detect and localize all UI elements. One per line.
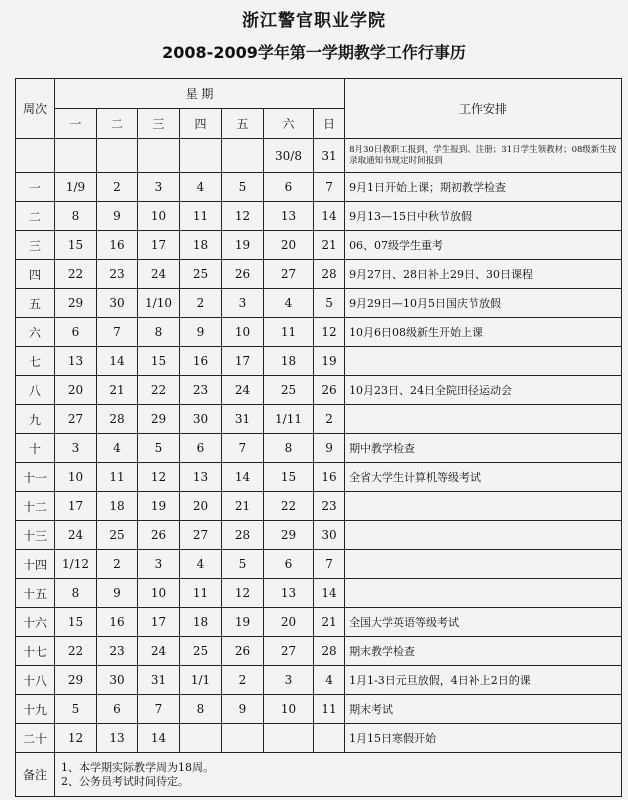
- date-cell: 30: [180, 405, 222, 434]
- date-cell: 21: [314, 231, 345, 260]
- date-cell: 15: [264, 463, 314, 492]
- date-cell: 6: [97, 695, 138, 724]
- date-cell: 24: [55, 521, 97, 550]
- date-cell: 27: [264, 260, 314, 289]
- plan-cell: 10月6日08级新生开始上课: [345, 318, 622, 347]
- week-cell: 十三: [16, 521, 55, 550]
- date-cell: 4: [264, 289, 314, 318]
- date-cell: 18: [180, 231, 222, 260]
- date-cell: 12: [55, 724, 97, 753]
- table-row: [16, 434, 622, 463]
- date-cell: 13: [264, 202, 314, 231]
- date-cell: 12: [314, 318, 345, 347]
- date-cell: 3: [138, 550, 180, 579]
- date-cell: 11: [180, 579, 222, 608]
- date-cell: 14: [97, 347, 138, 376]
- plan-cell: 全省大学生计算机等级考试: [345, 463, 622, 492]
- date-cell: 19: [222, 608, 264, 637]
- date-cell: 2: [97, 173, 138, 202]
- date-cell: 1/9: [55, 173, 97, 202]
- date-cell: 14: [314, 579, 345, 608]
- week-cell: 二十: [16, 724, 55, 753]
- date-cell: 4: [180, 173, 222, 202]
- table-row: [16, 608, 622, 637]
- date-cell: 17: [55, 492, 97, 521]
- date-cell: 12: [222, 579, 264, 608]
- note-line: 2、公务员考试时间待定。: [61, 774, 189, 788]
- date-cell: 13: [180, 463, 222, 492]
- week-cell: 十八: [16, 666, 55, 695]
- date-cell: 10: [138, 579, 180, 608]
- date-cell: 29: [264, 521, 314, 550]
- date-cell: 3: [222, 289, 264, 318]
- date-cell: 10: [138, 202, 180, 231]
- header-plan: 工作安排: [345, 79, 622, 139]
- week-cell: 八: [16, 376, 55, 405]
- week-cell: [16, 139, 55, 173]
- week-cell: 十七: [16, 637, 55, 666]
- plan-cell: 8月30日教职工报到，学生报到、注册；31日学生领教材；08级新生按录取通知书规定时间报到: [345, 139, 622, 173]
- date-cell: [97, 139, 138, 173]
- notes-label: 备注: [16, 753, 55, 797]
- date-cell: 9: [314, 434, 345, 463]
- date-cell: 31: [138, 666, 180, 695]
- week-cell: 四: [16, 260, 55, 289]
- date-cell: 22: [138, 376, 180, 405]
- table-row: [16, 492, 622, 521]
- plan-cell: [345, 550, 622, 579]
- date-cell: 22: [55, 260, 97, 289]
- date-cell: [138, 139, 180, 173]
- date-cell: 18: [180, 608, 222, 637]
- date-cell: 5: [222, 173, 264, 202]
- plan-cell: [345, 405, 622, 434]
- date-cell: 29: [138, 405, 180, 434]
- date-cell: 5: [222, 550, 264, 579]
- date-cell: 1/11: [264, 405, 314, 434]
- date-cell: 8: [138, 318, 180, 347]
- header-day: 四: [180, 109, 222, 139]
- date-cell: 9: [180, 318, 222, 347]
- date-cell: 23: [97, 637, 138, 666]
- date-cell: 4: [180, 550, 222, 579]
- date-cell: 30: [314, 521, 345, 550]
- date-cell: 21: [222, 492, 264, 521]
- date-cell: 25: [97, 521, 138, 550]
- date-cell: 20: [264, 231, 314, 260]
- date-cell: 12: [138, 463, 180, 492]
- table-row: [16, 521, 622, 550]
- table-row: [16, 579, 622, 608]
- week-cell: 十: [16, 434, 55, 463]
- date-cell: 15: [55, 231, 97, 260]
- date-cell: [264, 724, 314, 753]
- date-cell: 23: [97, 260, 138, 289]
- week-cell: 十九: [16, 695, 55, 724]
- date-cell: 1/10: [138, 289, 180, 318]
- date-cell: 26: [222, 260, 264, 289]
- calendar-table: [15, 78, 622, 797]
- calendar-title: 2008-2009学年第一学期教学工作行事历: [162, 43, 466, 62]
- date-cell: 25: [180, 260, 222, 289]
- week-cell: 十二: [16, 492, 55, 521]
- week-cell: 十六: [16, 608, 55, 637]
- date-cell: 3: [264, 666, 314, 695]
- date-cell: 16: [97, 231, 138, 260]
- date-cell: 4: [97, 434, 138, 463]
- table-row: [16, 724, 622, 753]
- date-cell: 3: [138, 173, 180, 202]
- header-day: 三: [138, 109, 180, 139]
- date-cell: 22: [264, 492, 314, 521]
- date-cell: 2: [97, 550, 138, 579]
- table-row: [16, 202, 622, 231]
- date-cell: 15: [138, 347, 180, 376]
- date-cell: 3: [55, 434, 97, 463]
- week-cell: 五: [16, 289, 55, 318]
- date-cell: 29: [55, 666, 97, 695]
- table-row: [16, 289, 622, 318]
- plan-cell: 期中教学检查: [345, 434, 622, 463]
- date-cell: 14: [222, 463, 264, 492]
- date-cell: 11: [97, 463, 138, 492]
- note-line: 1、本学期实际教学周为18周。: [61, 760, 214, 774]
- plan-cell: [345, 579, 622, 608]
- date-cell: 25: [264, 376, 314, 405]
- date-cell: [314, 724, 345, 753]
- date-cell: 27: [264, 637, 314, 666]
- date-cell: 24: [138, 260, 180, 289]
- plan-cell: 9月13—15日中秋节放假: [345, 202, 622, 231]
- header-day: 一: [55, 109, 97, 139]
- table-row: [16, 550, 622, 579]
- date-cell: 13: [97, 724, 138, 753]
- date-cell: 26: [314, 376, 345, 405]
- date-cell: 31: [222, 405, 264, 434]
- date-cell: 23: [180, 376, 222, 405]
- plan-cell: 期末教学检查: [345, 637, 622, 666]
- date-cell: 30/8: [264, 139, 314, 173]
- plan-cell: 1月1-3日元旦放假，4日补上2日的课: [345, 666, 622, 695]
- date-cell: 14: [138, 724, 180, 753]
- date-cell: 24: [138, 637, 180, 666]
- date-cell: 16: [314, 463, 345, 492]
- date-cell: 28: [314, 260, 345, 289]
- date-cell: 28: [222, 521, 264, 550]
- date-cell: 1/12: [55, 550, 97, 579]
- date-cell: [55, 139, 97, 173]
- date-cell: 10: [264, 695, 314, 724]
- date-cell: [222, 724, 264, 753]
- date-cell: 26: [222, 637, 264, 666]
- header-weekday-group: 星 期: [55, 79, 345, 109]
- table-row: [16, 173, 622, 202]
- date-cell: 11: [180, 202, 222, 231]
- date-cell: 13: [55, 347, 97, 376]
- date-cell: 5: [314, 289, 345, 318]
- date-cell: 17: [222, 347, 264, 376]
- header-week: 周次: [16, 79, 55, 139]
- date-cell: 20: [264, 608, 314, 637]
- plan-cell: 全国大学英语等级考试: [345, 608, 622, 637]
- table-row: [16, 376, 622, 405]
- date-cell: 19: [314, 347, 345, 376]
- date-cell: 7: [314, 550, 345, 579]
- week-cell: 十四: [16, 550, 55, 579]
- date-cell: 7: [138, 695, 180, 724]
- date-cell: 15: [55, 608, 97, 637]
- date-cell: 30: [97, 289, 138, 318]
- plan-cell: 9月27日、28日补上29日、30日课程: [345, 260, 622, 289]
- date-cell: 22: [55, 637, 97, 666]
- date-cell: 14: [314, 202, 345, 231]
- date-cell: 7: [222, 434, 264, 463]
- week-cell: 三: [16, 231, 55, 260]
- date-cell: 28: [314, 637, 345, 666]
- table-row: [16, 231, 622, 260]
- plan-cell: [345, 492, 622, 521]
- date-cell: 16: [180, 347, 222, 376]
- date-cell: 17: [138, 608, 180, 637]
- date-cell: 6: [180, 434, 222, 463]
- date-cell: 10: [55, 463, 97, 492]
- date-cell: 8: [55, 579, 97, 608]
- plan-cell: 1月15日寒假开始: [345, 724, 622, 753]
- school-name: 浙江警官职业学院: [242, 11, 386, 31]
- date-cell: 27: [55, 405, 97, 434]
- date-cell: [222, 139, 264, 173]
- date-cell: 23: [314, 492, 345, 521]
- date-cell: 28: [97, 405, 138, 434]
- plan-cell: [345, 521, 622, 550]
- date-cell: 21: [97, 376, 138, 405]
- plan-cell: 9月1日开始上课；期初教学检查: [345, 173, 622, 202]
- date-cell: 7: [97, 318, 138, 347]
- date-cell: 6: [55, 318, 97, 347]
- date-cell: 12: [222, 202, 264, 231]
- header-day: 六: [264, 109, 314, 139]
- date-cell: 19: [138, 492, 180, 521]
- date-cell: 18: [264, 347, 314, 376]
- date-cell: 13: [264, 579, 314, 608]
- notes-text: [55, 753, 622, 797]
- date-cell: 17: [138, 231, 180, 260]
- date-cell: 24: [222, 376, 264, 405]
- date-cell: 2: [314, 405, 345, 434]
- week-cell: 九: [16, 405, 55, 434]
- week-cell: 二: [16, 202, 55, 231]
- table-row: [16, 139, 622, 173]
- date-cell: 21: [314, 608, 345, 637]
- date-cell: 5: [55, 695, 97, 724]
- table-row: [16, 260, 622, 289]
- week-cell: 十五: [16, 579, 55, 608]
- week-cell: 七: [16, 347, 55, 376]
- date-cell: 9: [97, 579, 138, 608]
- header-day: 二: [97, 109, 138, 139]
- date-cell: 2: [180, 289, 222, 318]
- date-cell: 11: [314, 695, 345, 724]
- date-cell: 7: [314, 173, 345, 202]
- table-row: [16, 347, 622, 376]
- week-cell: 六: [16, 318, 55, 347]
- date-cell: 31: [314, 139, 345, 173]
- plan-cell: 9月29日—10月5日国庆节放假: [345, 289, 622, 318]
- date-cell: 1/1: [180, 666, 222, 695]
- week-cell: 一: [16, 173, 55, 202]
- date-cell: 5: [138, 434, 180, 463]
- date-cell: 10: [222, 318, 264, 347]
- plan-cell: 06、07级学生重考: [345, 231, 622, 260]
- date-cell: 18: [97, 492, 138, 521]
- date-cell: 6: [264, 173, 314, 202]
- table-row: [16, 318, 622, 347]
- date-cell: 16: [97, 608, 138, 637]
- date-cell: 4: [314, 666, 345, 695]
- plan-cell: 10月23日、24日全院田径运动会: [345, 376, 622, 405]
- date-cell: [180, 724, 222, 753]
- header-day: 日: [314, 109, 345, 139]
- date-cell: 20: [55, 376, 97, 405]
- date-cell: 8: [180, 695, 222, 724]
- date-cell: 29: [55, 289, 97, 318]
- table-row: [16, 405, 622, 434]
- table-row: [16, 463, 622, 492]
- plan-cell: [345, 347, 622, 376]
- week-cell: 十一: [16, 463, 55, 492]
- date-cell: 20: [180, 492, 222, 521]
- date-cell: 6: [264, 550, 314, 579]
- date-cell: 26: [138, 521, 180, 550]
- date-cell: 9: [97, 202, 138, 231]
- date-cell: [180, 139, 222, 173]
- table-row: [16, 695, 622, 724]
- date-cell: 2: [222, 666, 264, 695]
- date-cell: 30: [97, 666, 138, 695]
- plan-cell: 期末考试: [345, 695, 622, 724]
- date-cell: 11: [264, 318, 314, 347]
- table-row: [16, 666, 622, 695]
- table-row: [16, 637, 622, 666]
- date-cell: 8: [55, 202, 97, 231]
- date-cell: 27: [180, 521, 222, 550]
- date-cell: 9: [222, 695, 264, 724]
- header-day: 五: [222, 109, 264, 139]
- date-cell: 25: [180, 637, 222, 666]
- date-cell: 8: [264, 434, 314, 463]
- date-cell: 19: [222, 231, 264, 260]
